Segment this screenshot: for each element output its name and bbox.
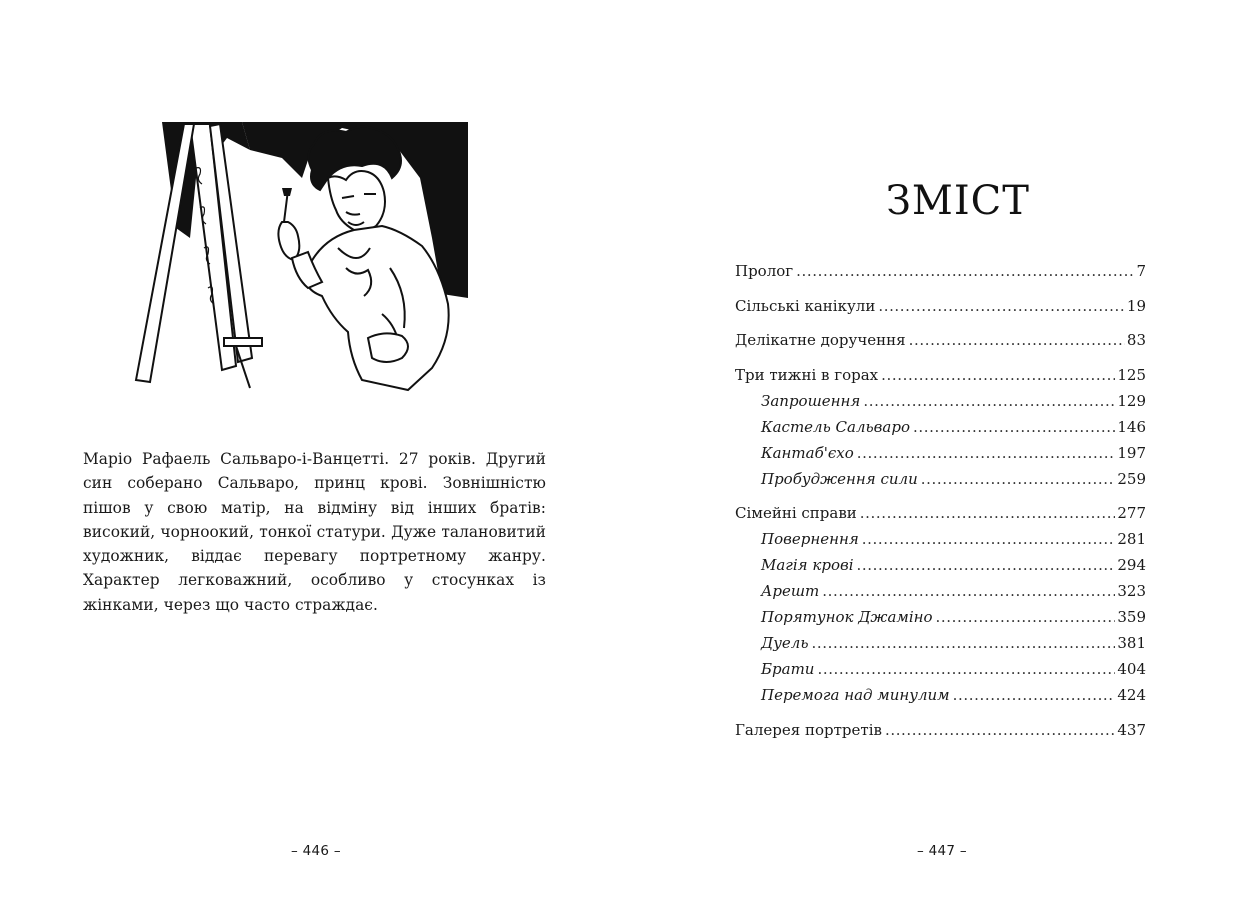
toc-entry-page: 19	[1126, 296, 1146, 315]
leader-dots	[822, 578, 1115, 604]
toc-entry-page: 281	[1117, 530, 1146, 548]
toc-entry[interactable]	[735, 327, 1146, 353]
page-number: – 447 –	[917, 843, 967, 859]
leader-dots	[862, 526, 1116, 552]
toc-entry-page: 404	[1117, 660, 1146, 678]
right-page	[627, 0, 1254, 908]
leader-dots	[857, 552, 1116, 578]
toc-entry-page: 259	[1117, 469, 1146, 488]
toc-entry-page: 424	[1117, 686, 1146, 704]
character-bio: Маріо Рафаель Сальваро-і-Ванцетті. 27 років. Другий син соберано Сальваро, принц крові. Зовнішністю пішов у свою матір, на відміну від інших братів: високий, чорноокий, тонкої статури. Дуже талановитий художник, віддає перевагу портретному жанру. Характер легковажний, особливо у стосунках із жінками, через що часто страждає.	[83, 450, 546, 614]
toc-entry[interactable]	[735, 258, 1146, 284]
toc-entry-label: Магія крові	[761, 556, 854, 574]
toc-entry-label: Арешт	[761, 582, 820, 600]
toc-entry-page: 7	[1136, 262, 1146, 280]
toc-subentry[interactable]	[735, 414, 1146, 440]
toc-entry-page: 83	[1126, 331, 1146, 349]
leader-dots	[885, 717, 1115, 743]
toc-subentry[interactable]	[735, 630, 1146, 656]
leader-dots	[913, 414, 1115, 440]
leader-dots	[878, 293, 1125, 319]
toc-entry-label: Пробудження сили	[761, 469, 918, 488]
toc-entry-label: Сімейні справи	[735, 504, 857, 522]
painter-portrait-illustration	[132, 118, 468, 394]
toc-entry-label: Порятунок Джаміно	[761, 608, 933, 626]
toc-entry-page: 437	[1117, 720, 1146, 739]
toc-entry-label: Брати	[761, 660, 815, 678]
toc-subentry[interactable]	[735, 552, 1146, 578]
leader-dots	[953, 682, 1116, 708]
toc-subentry[interactable]	[735, 388, 1146, 414]
toc-entry-label: Делікатне доручення	[735, 331, 906, 349]
leader-dots	[857, 440, 1116, 466]
leader-dots	[860, 500, 1116, 526]
toc-subentry[interactable]	[735, 466, 1146, 492]
toc-title: ЗМІСТ	[886, 178, 1030, 224]
toc-entry-label: Пролог	[735, 262, 794, 280]
toc-subentry[interactable]	[735, 578, 1146, 604]
toc-entry-page: 381	[1117, 634, 1146, 652]
leader-dots	[881, 362, 1115, 388]
toc-entry-page: 277	[1117, 504, 1146, 522]
toc-entry-label: Запрошення	[761, 391, 861, 410]
leader-dots	[796, 258, 1134, 284]
toc-entry[interactable]	[735, 293, 1146, 319]
toc-entry-label: Галерея портретів	[735, 720, 882, 739]
toc-entry-page: 323	[1117, 582, 1146, 600]
toc-entry[interactable]	[735, 717, 1146, 743]
toc-entry-label: Три тижні в горах	[735, 365, 879, 384]
leader-dots	[812, 630, 1116, 656]
toc-subentry[interactable]	[735, 604, 1146, 630]
toc-entry-label: Кастель Сальваро	[761, 417, 910, 436]
toc-entry-page: 359	[1117, 608, 1146, 626]
toc-entry-label: Дуель	[761, 634, 809, 652]
toc-subentry[interactable]	[735, 440, 1146, 466]
leader-dots	[817, 656, 1115, 682]
toc-entry-label: Перемога над минулим	[761, 686, 950, 704]
toc-entry-page: 294	[1117, 556, 1146, 574]
toc-entry-page: 197	[1117, 443, 1146, 462]
leader-dots	[936, 604, 1116, 630]
toc-subentry[interactable]	[735, 682, 1146, 708]
toc-subentry[interactable]	[735, 656, 1146, 682]
toc-entry-label: Кантаб'єхо	[761, 443, 854, 462]
toc-entry-label: Повернення	[761, 530, 859, 548]
toc-entry-page: 125	[1117, 365, 1146, 384]
leader-dots	[909, 327, 1125, 353]
toc-entry[interactable]	[735, 500, 1146, 526]
toc-subentry[interactable]	[735, 526, 1146, 552]
leader-dots	[863, 388, 1115, 414]
toc-entry-label: Сільські канікули	[735, 296, 876, 315]
leader-dots	[921, 466, 1116, 492]
toc-entry-page: 129	[1117, 391, 1146, 410]
table-of-contents	[735, 258, 1146, 743]
toc-entry[interactable]	[735, 362, 1146, 388]
page-number: – 446 –	[291, 843, 341, 859]
toc-entry-page: 146	[1117, 417, 1146, 436]
